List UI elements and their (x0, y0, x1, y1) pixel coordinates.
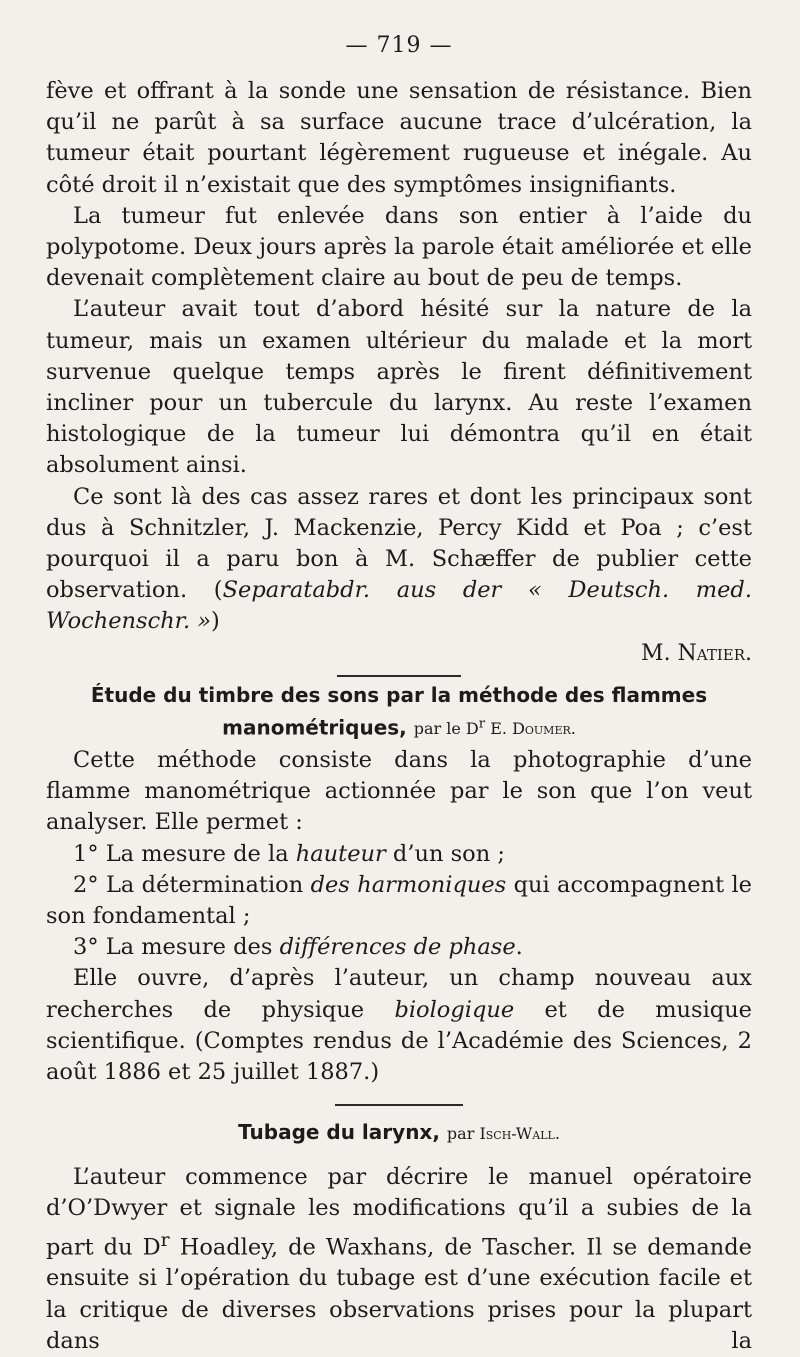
paragraph-new-field (46, 963, 752, 1088)
article-title: Tubage du larynx, (238, 1120, 440, 1145)
new-field-text: Elle ouvre, d’après l’auteur, un champ nouveau aux recherches de physique (46, 965, 752, 1023)
byline-author: Isch-Wall. (479, 1124, 560, 1144)
list-item-text: 1° La mesure de la (73, 840, 296, 867)
list-item-emphasis: hauteur (295, 840, 386, 867)
list-item-text: 3° La mesure des (73, 934, 280, 961)
paragraph-tumor-description: fève et offrant à la sonde une sensation de résistance. Bien qu’il ne parût à sa surface aucune trace d’ulcération, la tumeur était pourtant légèrement rugueuse et inégale. Au côté droit il n’existait que des symptômes insignifiants. (46, 78, 752, 198)
list-item-rest: d’un son ; (385, 840, 505, 867)
tubage-text: L’auteur commence par décrire le manuel opératoire d’O’Dwyer et signale les modifications qu’il a subies de la part du D (46, 1164, 752, 1261)
byline-prefix: par (446, 1124, 475, 1144)
article-title-line1: Étude du timbre des sons par la méthode des flammes (90, 682, 708, 707)
rare-cases-text: Ce sont là des cas assez rares et dont les principaux sont dus à Schnitzler, J. Mackenzie, Percy Kidd et Poa ; c’est pourquoi il a paru bon à M. Schæffer de publier cette observation. ( (46, 483, 752, 604)
list-item-rest: . (515, 934, 523, 961)
section-divider (335, 1104, 463, 1106)
paragraph-rare-cases (46, 482, 752, 638)
source-citation: Separatabdr. aus der « Deutsch. med. Wochenschr. » (46, 577, 752, 635)
article-byline (447, 1124, 560, 1143)
list-item (46, 870, 752, 932)
byline-sup: r (478, 716, 486, 732)
list-item (46, 932, 752, 963)
article-byline (413, 716, 576, 738)
list-item (46, 839, 752, 870)
source-close: ) (211, 608, 220, 635)
article-title-word: manométriques, (222, 714, 407, 739)
article-heading-flammes (46, 681, 752, 743)
byline-prefix: par le D (413, 718, 479, 738)
article-heading-tubage (46, 1118, 752, 1148)
list-item-emphasis: différences de phase (279, 934, 516, 961)
tubage-rest: Hoadley, de Waxhans, de Tascher. Il se demande ensuite si l’opération du tubage est d’une exécution facile et la critique de diverses observations prises pour la plupart dans la (46, 1234, 752, 1354)
byline-author: E. Doumer. (490, 718, 576, 738)
new-field-emphasis: biologique (394, 996, 515, 1023)
article-title-line2 (46, 710, 752, 743)
list-item-emphasis: des harmoniques (310, 871, 507, 898)
paragraph-tumor-removal: La tumeur fut enlevée dans son entier à l’aide du polypotome. Deux jours après la parole était améliorée et elle devenait complètement claire au bout de peu de temps. (46, 202, 752, 292)
paragraph-diagnosis: L’auteur avait tout d’abord hésité sur la nature de la tumeur, mais un examen ultérieur du malade et la mort survenue quelque temps après le firent définitivement incliner pour un tubercule du larynx. Au reste l’examen histologique de la tumeur lui démontra qu’il en était absolument ainsi. (46, 296, 752, 479)
page-number: — 719 — (345, 33, 453, 58)
paragraph-method: Cette méthode consiste dans la photographie d’une flamme manométrique actionnée par le son que l’on veut analyser. Elle permet : (46, 746, 752, 836)
signature-natier: M. Natier. (641, 640, 752, 666)
tubage-sup: r (160, 1229, 170, 1251)
list-item-text: 2° La détermination (73, 871, 311, 898)
new-field-rest: et de musique scientifique. (Comptes rendus de l’Académie des Sciences, 2 août 1886 et 25 juillet 1887.) (46, 996, 752, 1086)
list-item-rest: qui accompagnent le son fondamental ; (46, 871, 752, 929)
paragraph-tubage (46, 1162, 752, 1357)
section-divider (337, 675, 461, 677)
